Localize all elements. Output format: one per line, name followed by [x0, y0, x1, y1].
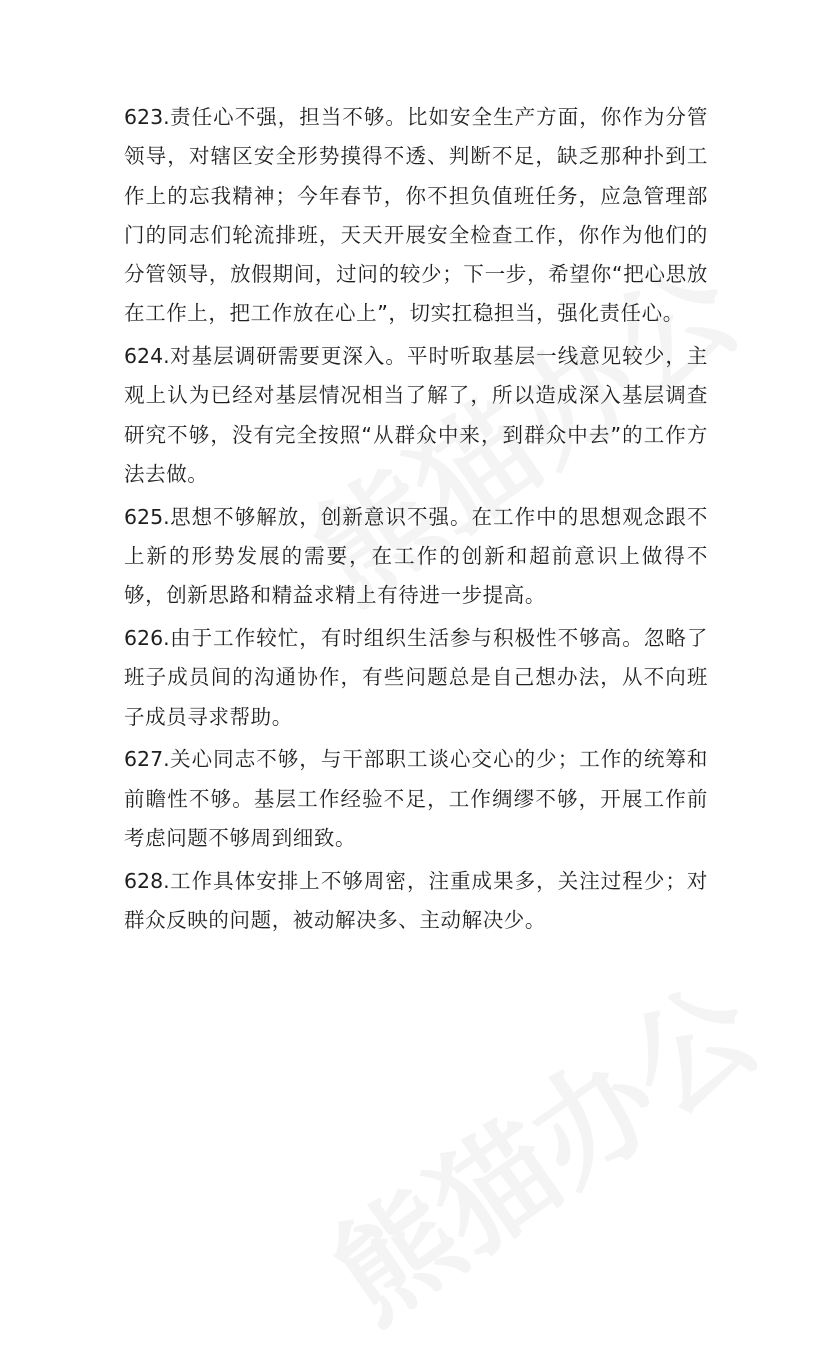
item-number: 623.	[124, 105, 170, 129]
item-text: 思想不够解放，创新意识不强。在工作中的思想观念跟不上新的形势发展的需要，在工作的创新和超前意识上做得不够，创新思路和精益求精上有待进一步提高。	[124, 504, 708, 608]
item-number: 628.	[124, 868, 170, 893]
watermark	[294, 938, 786, 1354]
item-number: 625.	[124, 504, 170, 529]
list-item-628	[124, 862, 708, 941]
item-number: 627.	[124, 747, 170, 772]
list-item-625	[124, 498, 708, 616]
list-item-624	[124, 337, 708, 494]
item-text: 由于工作较忙，有时组织生活参与积极性不够高。忽略了班子成员间的沟通协作，有些问题总是自己想办法，从不向班子成员寻求帮助。	[124, 626, 708, 729]
item-number: 626.	[124, 626, 170, 651]
item-text: 关心同志不够，与干部职工谈心交心的少；工作的统筹和前瞻性不够。基层工作经验不足，工作绸缪不够，开展工作前考虑问题不够周到细致。	[124, 747, 708, 850]
list-item-623	[124, 98, 708, 334]
document-body	[124, 98, 708, 944]
list-item-627	[124, 740, 708, 858]
item-number: 624.	[124, 344, 170, 369]
item-text: 对基层调研需要更深入。平时听取基层一线意见较少，主观上认为已经对基层情况相当了解了，所以造成深入基层调查研究不够，没有完全按照“从群众中来，到群众中去”的工作方法去做。	[124, 344, 708, 487]
item-text: 责任心不强，担当不够。比如安全生产方面，你作为分管领导，对辖区安全形势摸得不透、判断不足，缺乏那种扑到工作上的忘我精神；今年春节，你不担负值班任务，应急管理部门的同志们轮流排班，天天开展安全检查工作，你作为他们的分管领导，放假期间，过问的较少；下一步，希望你“把心思放在工作上，把工作放在心上”，切实扛稳担当，强化责任心。	[124, 105, 708, 326]
item-text: 工作具体安排上不够周密，注重成果多，关注过程少；对群众反映的问题，被动解决多、主动解决少。	[124, 868, 708, 932]
list-item-626	[124, 619, 708, 737]
